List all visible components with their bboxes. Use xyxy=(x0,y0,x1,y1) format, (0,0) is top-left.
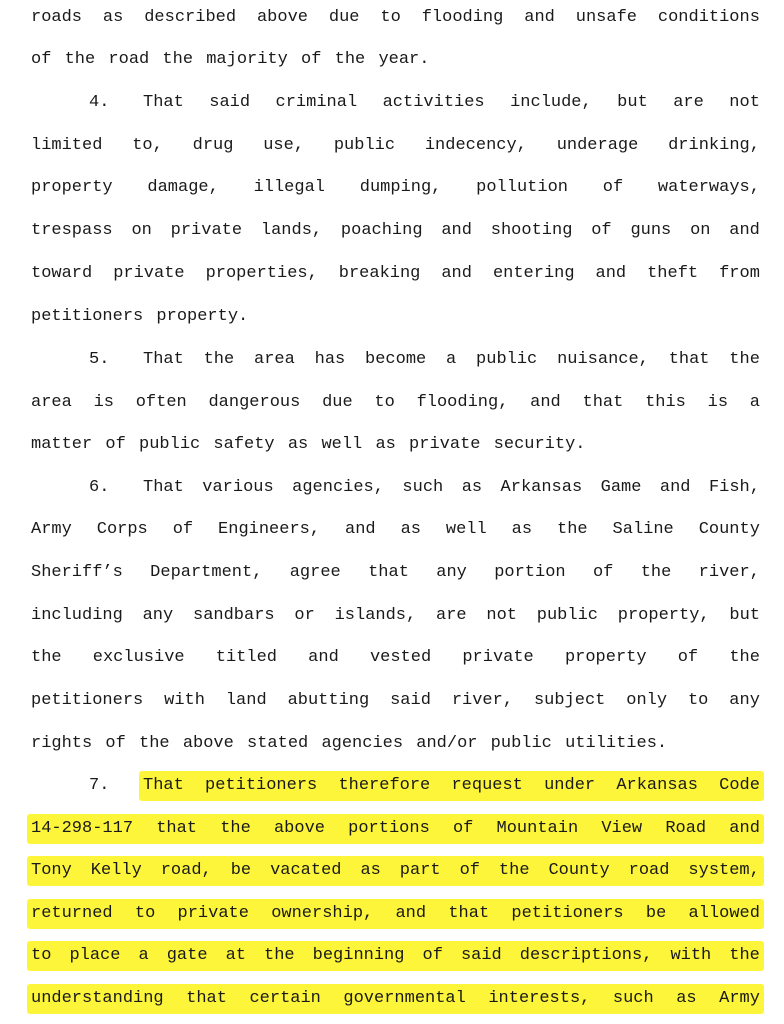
document-line xyxy=(0,515,784,545)
line-text: including any sandbars or islands, are not public property, but xyxy=(31,606,760,625)
document-line xyxy=(0,601,784,631)
document-line xyxy=(0,643,784,673)
line-text: area is often dangerous due to flooding, and that this is a xyxy=(31,393,760,412)
line-text: That said criminal activities include, but are not xyxy=(143,93,760,112)
line-text: Sheriff’s Department, agree that any portion of the river, xyxy=(31,563,760,582)
highlighted-text: to place a gate at the beginning of said descriptions, with the xyxy=(27,941,764,971)
line-text: rights of the above stated agencies and/or public utilities. xyxy=(31,734,668,753)
line-text: trespass on private lands, poaching and shooting of guns on and xyxy=(31,221,760,240)
document-line xyxy=(0,45,784,75)
document-line xyxy=(0,899,784,929)
document-line xyxy=(0,856,784,886)
document-line xyxy=(0,216,784,246)
document-line xyxy=(0,686,784,716)
line-text: of the road the majority of the year. xyxy=(31,50,430,69)
highlighted-text: 14-298-117 that the above portions of Mountain View Road and xyxy=(27,814,764,844)
paragraph-number: 6. xyxy=(89,478,110,497)
line-text: limited to, drug use, public indecency, underage drinking, xyxy=(31,136,760,155)
document-line xyxy=(0,3,784,33)
line-text: toward private properties, breaking and entering and theft from xyxy=(31,264,760,283)
highlighted-text: That petitioners therefore request under Arkansas Code xyxy=(139,771,764,801)
highlighted-text: Tony Kelly road, be vacated as part of the County road system, xyxy=(27,856,764,886)
paragraph-number: 7. xyxy=(89,776,110,795)
highlighted-text: returned to private ownership, and that petitioners be allowed xyxy=(27,899,764,929)
document-line xyxy=(0,984,784,1014)
line-text: matter of public safety as well as private security. xyxy=(31,435,586,454)
paragraph-number: 5. xyxy=(89,350,110,369)
document-line xyxy=(0,729,784,759)
line-text: That the area has become a public nuisance, that the xyxy=(143,350,760,369)
document-line xyxy=(0,771,784,801)
line-text: roads as described above due to flooding and unsafe conditions xyxy=(31,8,760,27)
document-line xyxy=(0,345,784,375)
document-line xyxy=(0,473,784,503)
line-text: Army Corps of Engineers, and as well as the Saline County xyxy=(31,520,760,539)
document-line xyxy=(0,259,784,289)
line-text: property damage, illegal dumping, pollution of waterways, xyxy=(31,178,760,197)
line-text: That various agencies, such as Arkansas Game and Fish, xyxy=(143,478,760,497)
document-line xyxy=(0,941,784,971)
document-line xyxy=(0,430,784,460)
document-line xyxy=(0,814,784,844)
line-text: petitioners property. xyxy=(31,307,249,326)
document-line xyxy=(0,88,784,118)
document-line xyxy=(0,558,784,588)
document-line xyxy=(0,388,784,418)
document-line xyxy=(0,173,784,203)
paragraph-number: 4. xyxy=(89,93,110,112)
line-text: petitioners with land abutting said river, subject only to any xyxy=(31,691,760,710)
document-line xyxy=(0,131,784,161)
document-line xyxy=(0,302,784,332)
highlighted-text: understanding that certain governmental interests, such as Army xyxy=(27,984,764,1014)
line-text: the exclusive titled and vested private property of the xyxy=(31,648,760,667)
